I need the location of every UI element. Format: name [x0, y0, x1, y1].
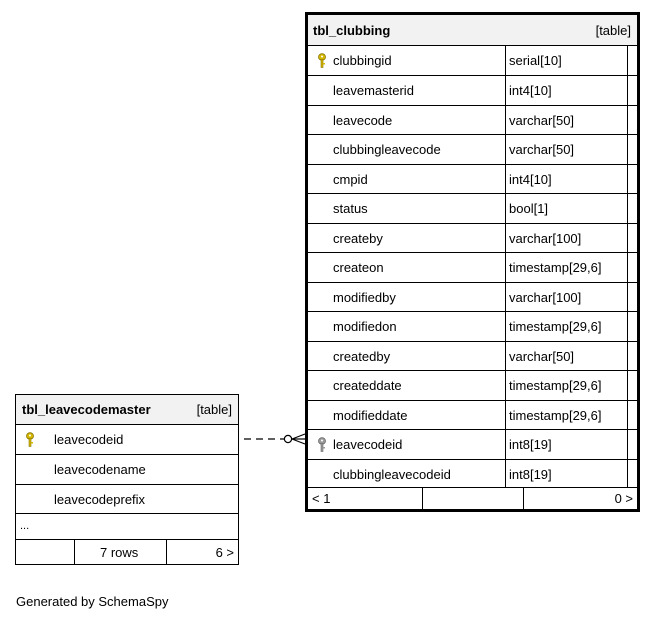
- column-name: leavecodeprefix: [54, 492, 146, 507]
- column-row[interactable]: [16, 455, 238, 484]
- table-tbl-leavecodemaster[interactable]: [15, 394, 239, 565]
- parent-count[interactable]: < 1: [312, 491, 331, 506]
- column-row[interactable]: [16, 425, 238, 454]
- generated-by-text: Generated by SchemaSpy: [16, 594, 169, 609]
- table-tbl-clubbing[interactable]: [305, 12, 640, 512]
- table-header: [16, 395, 238, 424]
- column-row[interactable]: [308, 430, 637, 459]
- column-type: timestamp[29,6]: [509, 319, 602, 334]
- column-type: varchar[100]: [509, 290, 582, 305]
- child-count[interactable]: 0 >: [614, 491, 633, 506]
- column-type: int4[10]: [509, 172, 552, 187]
- primary-key-icon: [25, 425, 35, 454]
- column-type: int8[19]: [509, 437, 552, 452]
- column-name: cmpid: [333, 172, 368, 187]
- column-row[interactable]: [308, 165, 637, 194]
- column-type: serial[10]: [509, 53, 562, 68]
- foreign-key-icon: [317, 430, 327, 459]
- primary-key-icon: [317, 46, 327, 75]
- column-row[interactable]: [308, 194, 637, 223]
- column-type: int4[10]: [509, 83, 552, 98]
- table-tag: [table]: [595, 22, 631, 38]
- column-row[interactable]: [308, 253, 637, 282]
- column-row[interactable]: [308, 135, 637, 164]
- table-name: tbl_leavecodemaster: [22, 402, 151, 417]
- table-header: [308, 15, 637, 45]
- column-row[interactable]: [308, 283, 637, 312]
- ellipsis: ...: [20, 520, 30, 532]
- optional-circle: [284, 435, 291, 442]
- column-name: clubbingleavecode: [333, 142, 441, 157]
- column-row[interactable]: [308, 371, 637, 400]
- table-footer: [308, 488, 637, 509]
- column-row[interactable]: [308, 342, 637, 371]
- column-name: leavecodeid: [333, 437, 403, 452]
- column-name: modifiedby: [333, 290, 396, 305]
- table-footer: [16, 540, 238, 564]
- column-row[interactable]: [308, 460, 637, 489]
- column-name: createddate: [333, 378, 402, 393]
- column-row[interactable]: [308, 106, 637, 135]
- column-type: varchar[50]: [509, 349, 575, 364]
- column-name: status: [333, 201, 368, 216]
- column-type: timestamp[29,6]: [509, 408, 602, 423]
- table-tag: [table]: [196, 402, 232, 417]
- table-name: tbl_clubbing: [313, 22, 391, 38]
- column-name: leavemasterid: [333, 83, 414, 98]
- column-name: createon: [333, 260, 384, 275]
- crows-foot-top: [292, 434, 305, 439]
- column-name: clubbingleavecodeid: [333, 467, 451, 482]
- row-count: 7 rows: [100, 544, 139, 560]
- column-row[interactable]: [308, 401, 637, 430]
- column-name: createdby: [333, 349, 391, 364]
- column-name: createby: [333, 231, 383, 246]
- column-name: modifiedon: [333, 319, 397, 334]
- column-type: varchar[100]: [509, 231, 582, 246]
- column-row[interactable]: [308, 76, 637, 105]
- column-type: varchar[50]: [509, 142, 575, 157]
- column-name: leavecodeid: [54, 432, 124, 447]
- column-name: clubbingid: [333, 53, 392, 68]
- crows-foot-bottom: [292, 439, 305, 444]
- column-name: leavecode: [333, 113, 393, 128]
- column-row[interactable]: [16, 485, 238, 514]
- column-name: modifieddate: [333, 408, 408, 423]
- column-row[interactable]: [308, 312, 637, 341]
- ellipsis-row: [16, 514, 238, 538]
- column-name: leavecodename: [54, 462, 146, 477]
- column-row[interactable]: [308, 46, 637, 75]
- column-row[interactable]: [308, 224, 637, 253]
- column-type: timestamp[29,6]: [509, 378, 602, 393]
- column-type: bool[1]: [509, 201, 549, 216]
- column-type: int8[19]: [509, 467, 552, 482]
- column-type: varchar[50]: [509, 113, 575, 128]
- child-count[interactable]: 6 >: [215, 544, 234, 560]
- column-type: timestamp[29,6]: [509, 260, 602, 275]
